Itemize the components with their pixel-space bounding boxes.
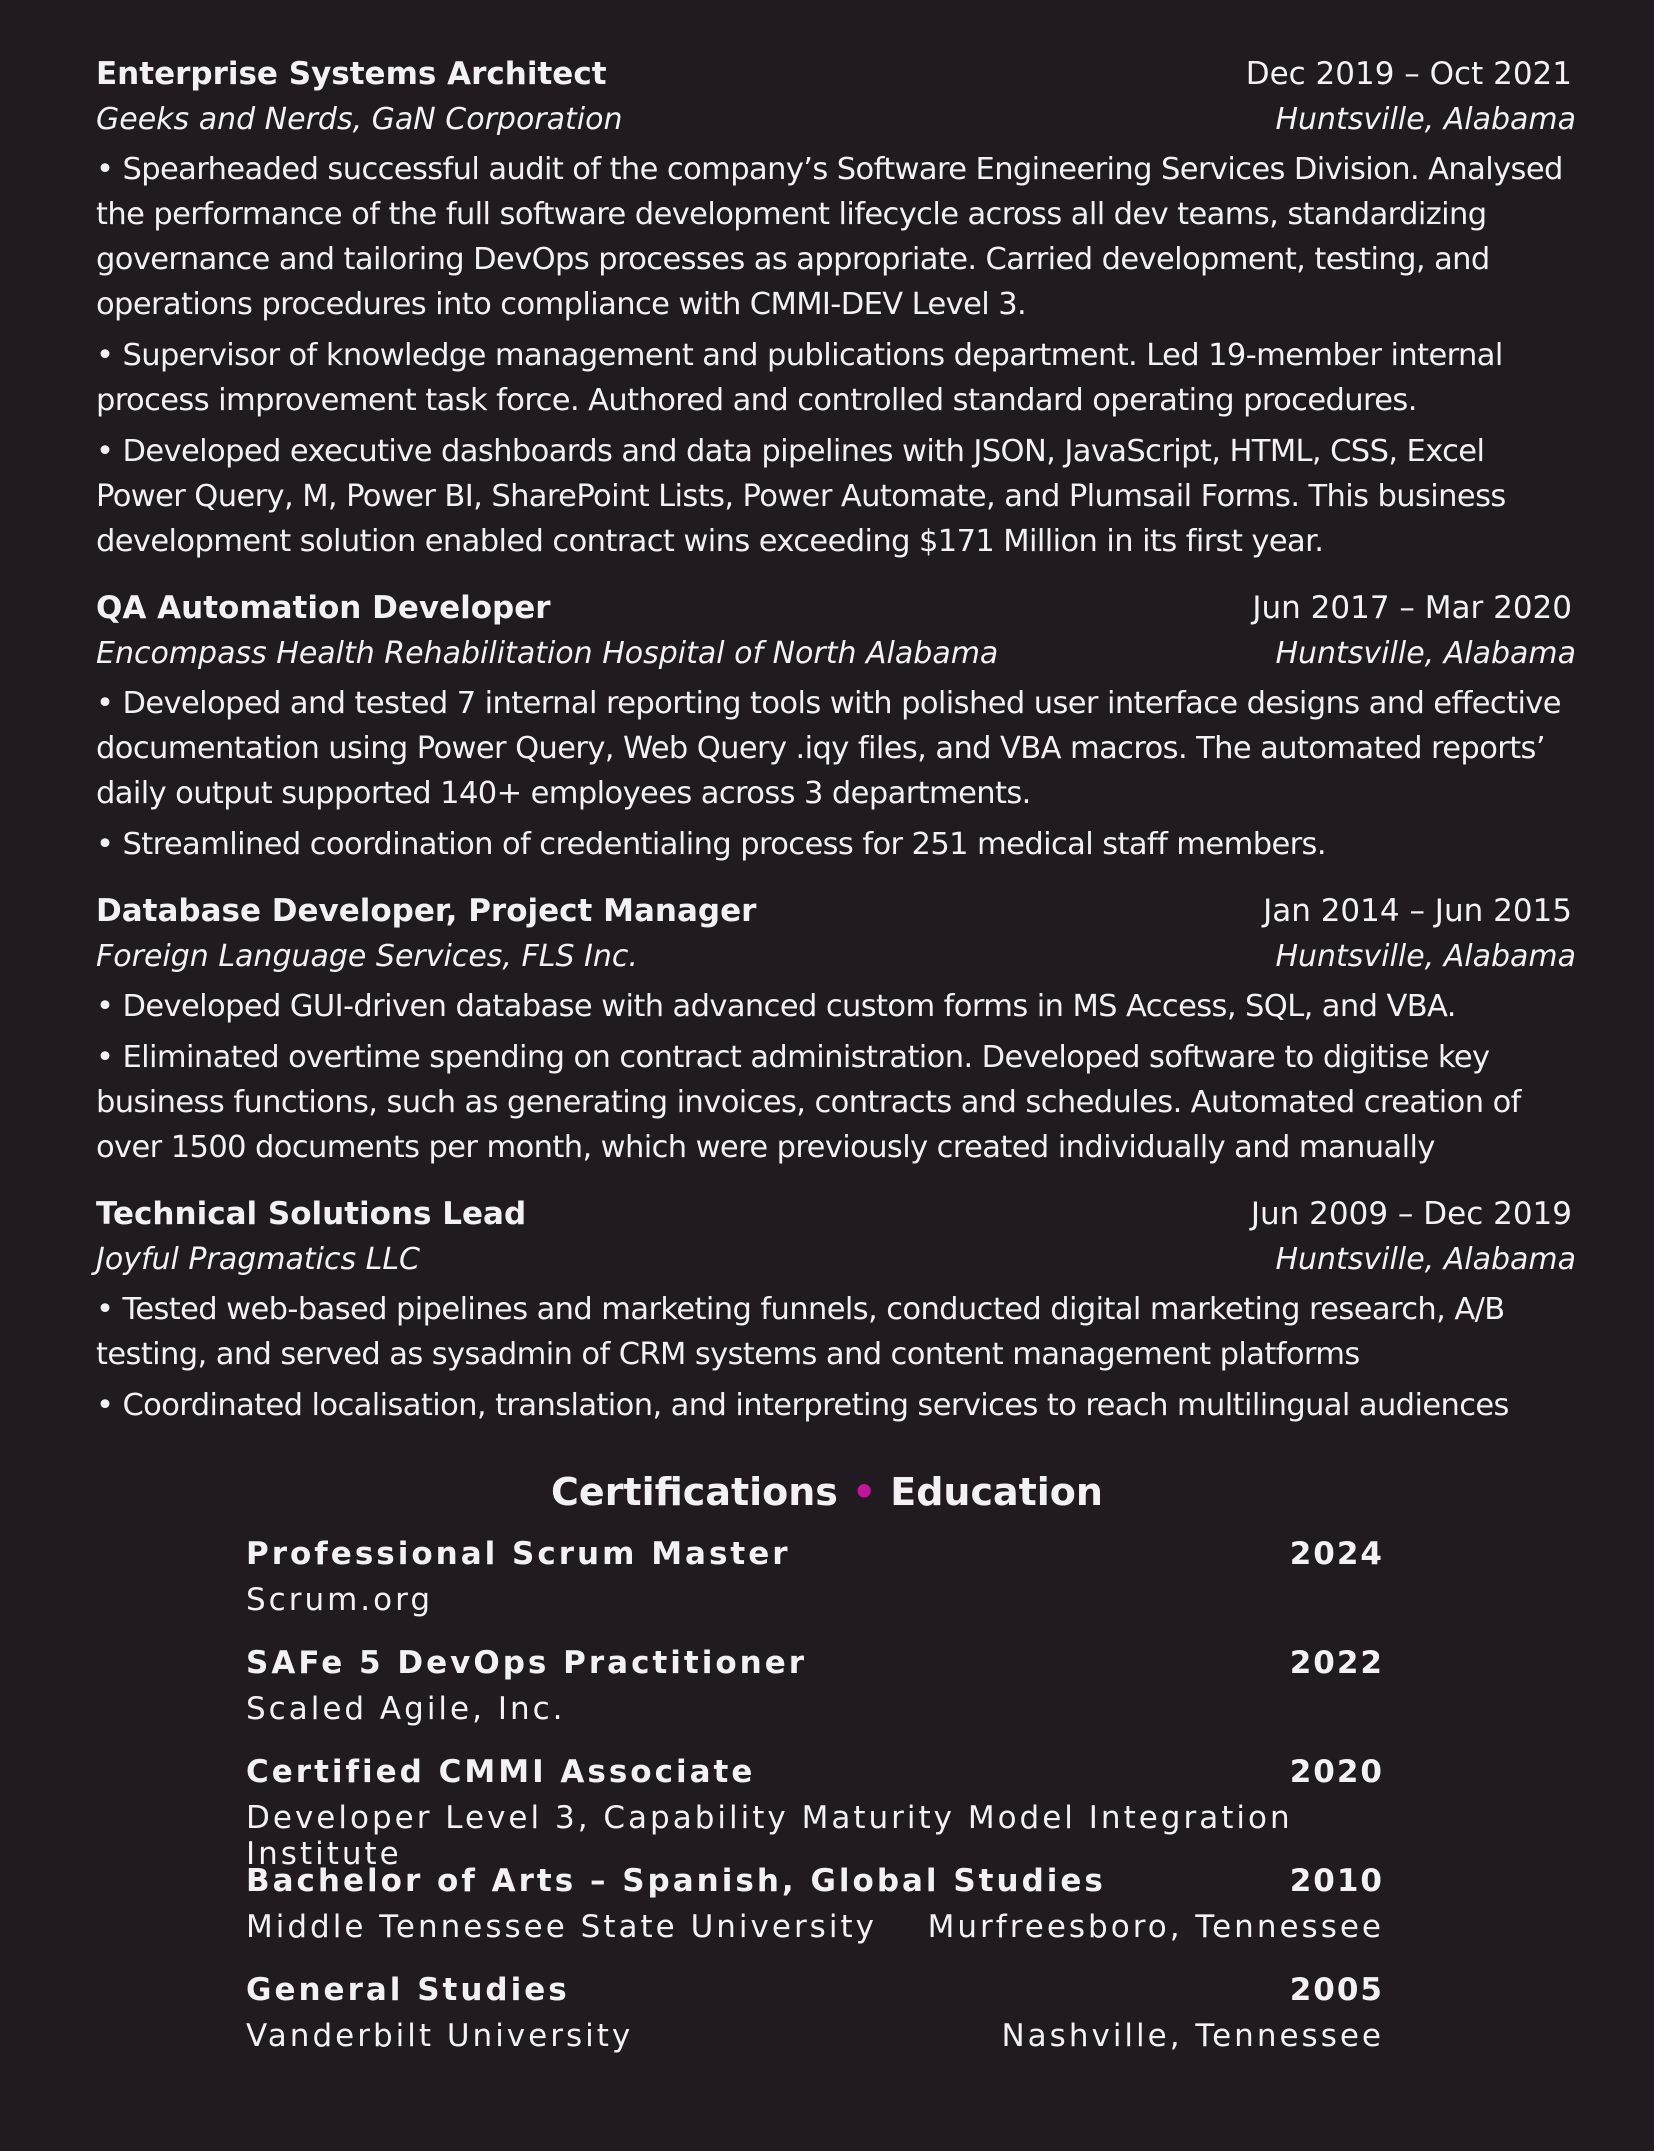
job-subheader <box>96 939 1576 984</box>
job-bullet: • Supervisor of knowledge management and publications department. Led 19-member internal process improvement task force. Authored and controlled standard operating procedures. <box>96 338 1503 418</box>
cert-header <box>246 1536 1384 1582</box>
cert-entry <box>246 1536 1384 1628</box>
cert-subheader <box>246 1909 1384 1955</box>
cert-name: Certified CMMI Associate <box>246 1754 756 1790</box>
job-subheader <box>96 102 1576 147</box>
job-title: Enterprise Systems Architect <box>96 56 607 92</box>
cert-issuer: Developer Level 3, Capability Maturity Model Integration Institute <box>246 1800 1293 1872</box>
job-location: Huntsville, Alabama <box>1275 636 1576 671</box>
job-entry <box>96 893 1576 1170</box>
job-bullet: • Developed and tested 7 internal reporting tools with polished user interface designs and effective documentation using Power Query, Web Query .iqy files, and VBA macros. The automated reports’ daily output supported 140+ employees across 3 departments. <box>96 686 1561 811</box>
cert-header <box>246 1972 1384 2018</box>
cert-subheader <box>246 2018 1384 2064</box>
cert-header <box>246 1754 1384 1800</box>
cert-year: 2022 <box>1289 1645 1384 1681</box>
cert-name: SAFe 5 DevOps Practitioner <box>246 1645 808 1681</box>
cert-year: 2024 <box>1289 1536 1384 1572</box>
job-subheader <box>96 1242 1576 1287</box>
cert-year: 2020 <box>1289 1754 1384 1790</box>
job-bullet: • Developed GUI-driven database with advanced custom forms in MS Access, SQL, and VBA. <box>96 989 1456 1024</box>
job-location: Huntsville, Alabama <box>1275 1242 1576 1277</box>
cert-issuer: Middle Tennessee State University <box>246 1909 877 1945</box>
cert-subheader <box>246 1800 1384 1872</box>
job-bullet: • Coordinated localisation, translation, and interpreting services to reach multilingual audiences <box>96 1388 1509 1423</box>
cert-entry <box>246 1863 1384 1955</box>
job-entry <box>96 1196 1576 1428</box>
job-dates: Jun 2017 – Mar 2020 <box>1252 590 1572 626</box>
job-header <box>96 893 1576 939</box>
job-bullet: • Tested web-based pipelines and marketing funnels, conducted digital marketing research, A/B testing, and served as sysadmin of CRM systems and content management platforms <box>96 1292 1505 1372</box>
job-title: QA Automation Developer <box>96 590 551 626</box>
cert-location: Nashville, Tennessee <box>1001 2018 1384 2054</box>
cert-subheader <box>246 1582 1384 1628</box>
job-company: Encompass Health Rehabilitation Hospital of North Alabama <box>96 636 999 671</box>
cert-entry <box>246 1645 1384 1737</box>
certifications-education-heading <box>0 1470 1654 1514</box>
job-bullet: • Developed executive dashboards and data pipelines with JSON, JavaScript, HTML, CSS, Excel Power Query, M, Power BI, SharePoint Lists, Power Automate, and Plumsail Forms. This business development solution enabled contract wins exceeding $171 Million in its first year. <box>96 434 1506 559</box>
job-company: Foreign Language Services, FLS Inc. <box>96 939 638 974</box>
job-subheader <box>96 636 1576 681</box>
separator-dot-icon: • <box>851 1470 877 1514</box>
job-dates: Dec 2019 – Oct 2021 <box>1245 56 1572 92</box>
cert-issuer: Scaled Agile, Inc. <box>246 1691 566 1727</box>
job-title: Technical Solutions Lead <box>96 1196 527 1232</box>
cert-entry <box>246 1754 1384 1872</box>
job-location: Huntsville, Alabama <box>1275 939 1576 974</box>
job-location: Huntsville, Alabama <box>1275 102 1576 137</box>
job-dates: Jan 2014 – Jun 2015 <box>1263 893 1572 929</box>
cert-name: Professional Scrum Master <box>246 1536 791 1572</box>
job-bullet: • Spearheaded successful audit of the company’s Software Engineering Services Division. Analysed the performance of the full software development lifecycle across all dev teams, standardizing governance and tailoring DevOps processes as appropriate. Carried development, testing, and operations procedures into compliance with CMMI-DEV Level 3. <box>96 152 1563 322</box>
section-title-certifications: Certifications <box>551 1470 838 1514</box>
job-header <box>96 590 1576 636</box>
cert-issuer: Scrum.org <box>246 1582 434 1618</box>
cert-header <box>246 1863 1384 1909</box>
job-entry <box>96 56 1576 564</box>
job-bullet: • Eliminated overtime spending on contract administration. Developed software to digitise key business functions, such as generating invoices, contracts and schedules. Automated creation of over 1500 documents per month, which were previously created individually and manually <box>96 1040 1521 1165</box>
cert-subheader <box>246 1691 1384 1737</box>
job-header <box>96 1196 1576 1242</box>
experience-section <box>96 56 1576 1454</box>
job-title: Database Developer, Project Manager <box>96 893 757 929</box>
cert-year: 2010 <box>1289 1863 1384 1899</box>
cert-location: Murfreesboro, Tennessee <box>927 1909 1384 1945</box>
job-company: Joyful Pragmatics LLC <box>96 1242 420 1277</box>
cert-name: General Studies <box>246 1972 570 2008</box>
cert-name: Bachelor of Arts – Spanish, Global Studies <box>246 1863 1106 1899</box>
section-title-education: Education <box>890 1470 1103 1514</box>
certifications-list <box>246 1536 1384 2081</box>
cert-year: 2005 <box>1289 1972 1384 2008</box>
job-header <box>96 56 1576 102</box>
cert-issuer: Vanderbilt University <box>246 2018 634 2054</box>
job-entry <box>96 590 1576 867</box>
cert-entry <box>246 1972 1384 2064</box>
job-bullet: • Streamlined coordination of credentialing process for 251 medical staff members. <box>96 827 1326 862</box>
job-company: Geeks and Nerds, GaN Corporation <box>96 102 623 137</box>
job-dates: Jun 2009 – Dec 2019 <box>1250 1196 1572 1232</box>
cert-header <box>246 1645 1384 1691</box>
